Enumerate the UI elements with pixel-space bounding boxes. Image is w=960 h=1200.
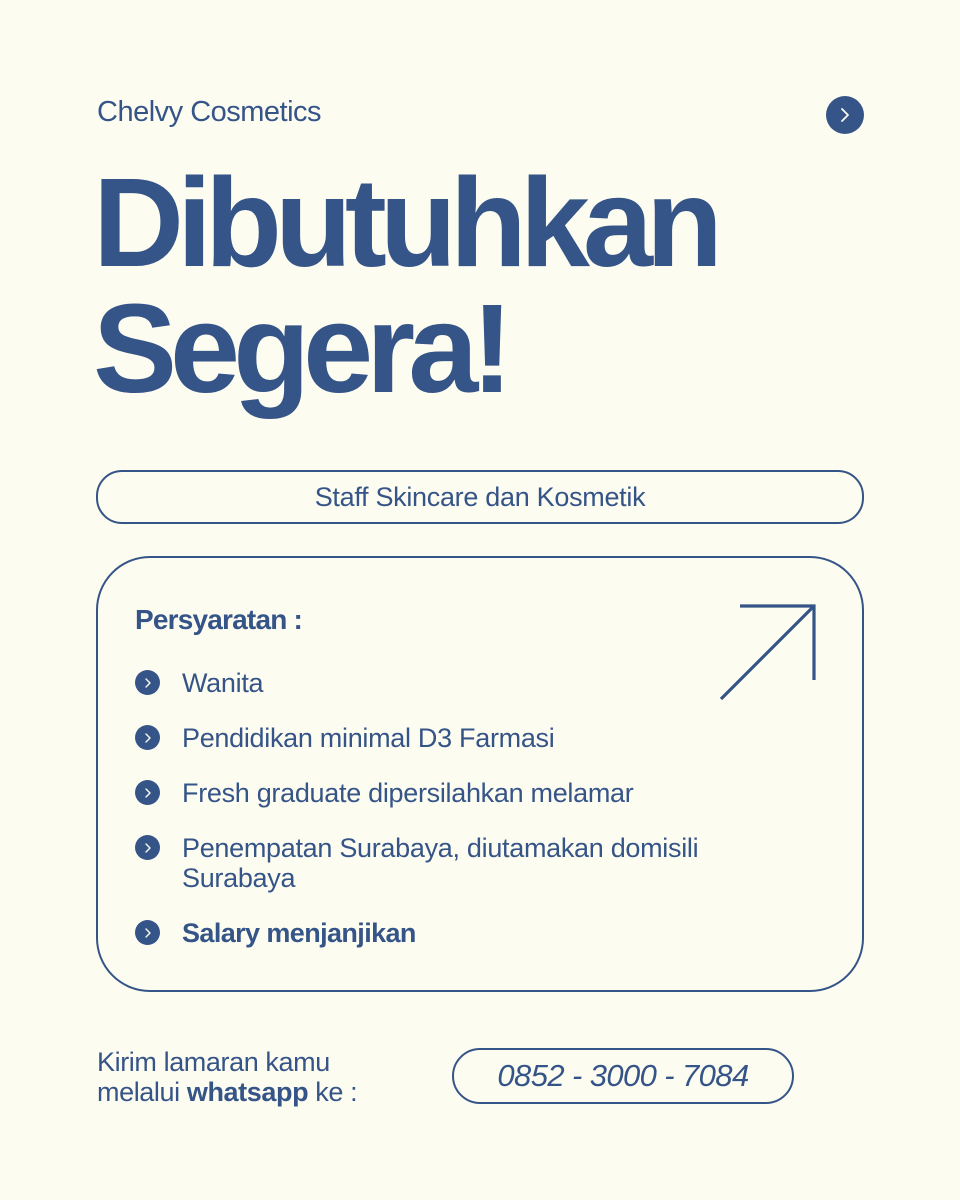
requirement-item <box>135 778 755 808</box>
requirement-item-salary <box>135 918 755 948</box>
job-role-pill <box>96 470 864 524</box>
apply-channel: whatsapp <box>186 1077 309 1107</box>
requirement-text: Pendidikan minimal D3 Farmasi <box>182 723 555 753</box>
requirements-title: Persyaratan : <box>135 604 303 635</box>
requirement-text: Wanita <box>182 668 264 698</box>
job-role-label: Staff Skincare dan Kosmetik <box>314 481 646 512</box>
apply-line-1: Kirim lamaran kamu <box>97 1047 330 1077</box>
next-button[interactable] <box>826 96 864 134</box>
headline-line-1: Dibutuhkan <box>93 152 716 293</box>
requirement-text: Penempatan Surabaya, diutamakan domisili Surabaya <box>182 833 699 893</box>
chevron-right-icon <box>135 920 160 945</box>
headline <box>93 152 716 419</box>
requirements-list <box>135 668 755 973</box>
chevron-right-icon <box>135 670 160 695</box>
chevron-right-icon <box>135 780 160 805</box>
apply-suffix: ke : <box>315 1077 358 1107</box>
apply-prefix: melalui <box>97 1077 180 1107</box>
chevron-right-icon <box>135 725 160 750</box>
requirements-card <box>96 556 864 992</box>
brand-name: Chelvy Cosmetics <box>97 96 322 128</box>
headline-line-2: Segera! <box>93 278 507 419</box>
requirement-item <box>135 833 755 893</box>
chevron-right-icon <box>135 835 160 860</box>
whatsapp-number: 0852 - 3000 - 7084 <box>497 1058 749 1093</box>
chevron-right-icon <box>838 106 852 124</box>
requirement-item <box>135 723 755 753</box>
requirement-text: Fresh graduate dipersilahkan melamar <box>182 778 634 808</box>
requirement-item <box>135 668 755 698</box>
requirement-text: Salary menjanjikan <box>182 918 416 948</box>
apply-line-2 <box>97 1077 357 1107</box>
apply-instruction <box>97 1047 357 1107</box>
whatsapp-number-pill[interactable] <box>452 1048 794 1104</box>
